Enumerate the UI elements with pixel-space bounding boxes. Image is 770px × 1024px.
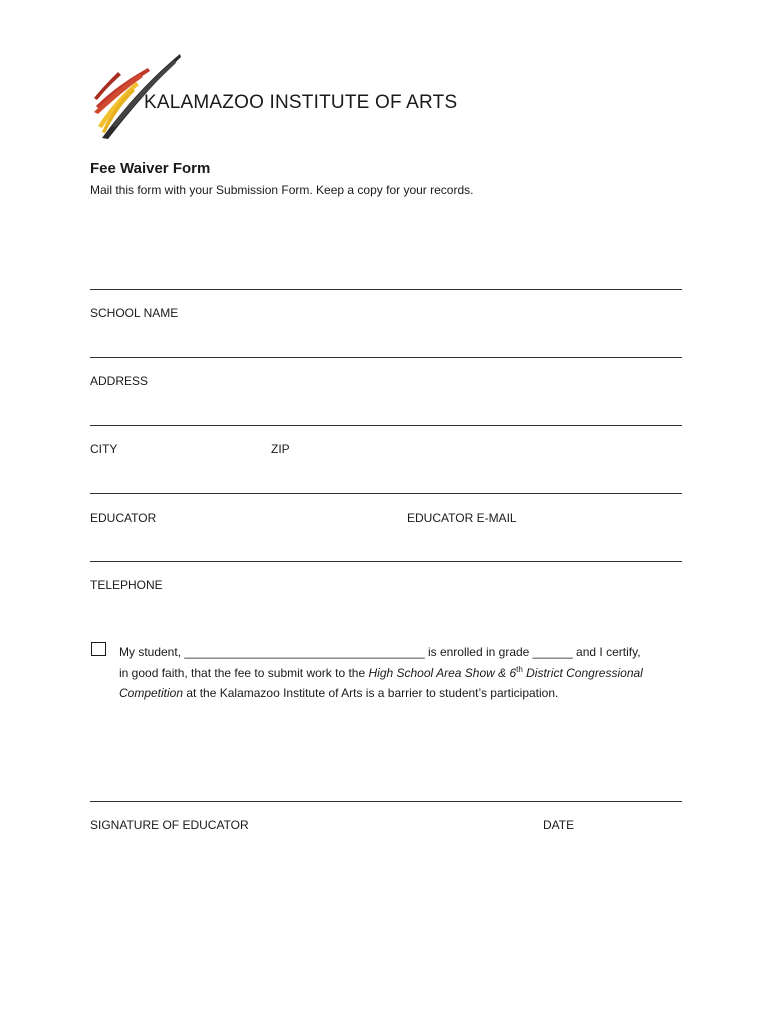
cert-line-2-prefix: in good faith, that the fee to submit work to the <box>119 665 369 680</box>
show-name-italic: High School Area Show & 6 <box>368 665 517 680</box>
signature-line[interactable] <box>90 801 682 802</box>
city-zip-line[interactable] <box>90 425 682 426</box>
certification-text <box>119 642 684 704</box>
cert-line-3-suffix: at the Kalamazoo Institute of Arts is a barrier to student’s participation. <box>183 686 559 700</box>
school-name-line[interactable] <box>90 289 682 290</box>
competition-italic: Competition <box>119 686 184 700</box>
school-name-label: SCHOOL NAME <box>90 306 179 320</box>
address-line[interactable] <box>90 357 682 358</box>
certify-checkbox[interactable] <box>91 642 106 656</box>
date-label: DATE <box>543 818 575 832</box>
form-subtitle: Mail this form with your Submission Form. Keep a copy for your records. <box>90 183 474 197</box>
signature-label: SIGNATURE OF EDUCATOR <box>90 818 249 832</box>
kia-logo <box>88 52 458 142</box>
city-label: CITY <box>90 442 118 456</box>
show-name-italic-tail: District Congressional <box>522 665 643 680</box>
form-title: Fee Waiver Form <box>90 160 211 177</box>
ordinal-suffix: th <box>516 664 523 674</box>
cert-line-1: My student, ____________________________________ is enrolled in grade ______ and I certify, <box>119 645 641 659</box>
zip-label: ZIP <box>271 442 290 456</box>
telephone-line[interactable] <box>90 561 682 562</box>
educator-email-label: EDUCATOR E-MAIL <box>407 511 517 525</box>
org-name: KALAMAZOO INSTITUTE OF ARTS <box>144 92 458 113</box>
telephone-label: TELEPHONE <box>90 578 163 592</box>
educator-line[interactable] <box>90 493 682 494</box>
educator-label: EDUCATOR <box>90 511 157 525</box>
cert-line-3 <box>119 683 684 704</box>
cert-line-2 <box>119 663 684 684</box>
address-label: ADDRESS <box>90 374 149 388</box>
